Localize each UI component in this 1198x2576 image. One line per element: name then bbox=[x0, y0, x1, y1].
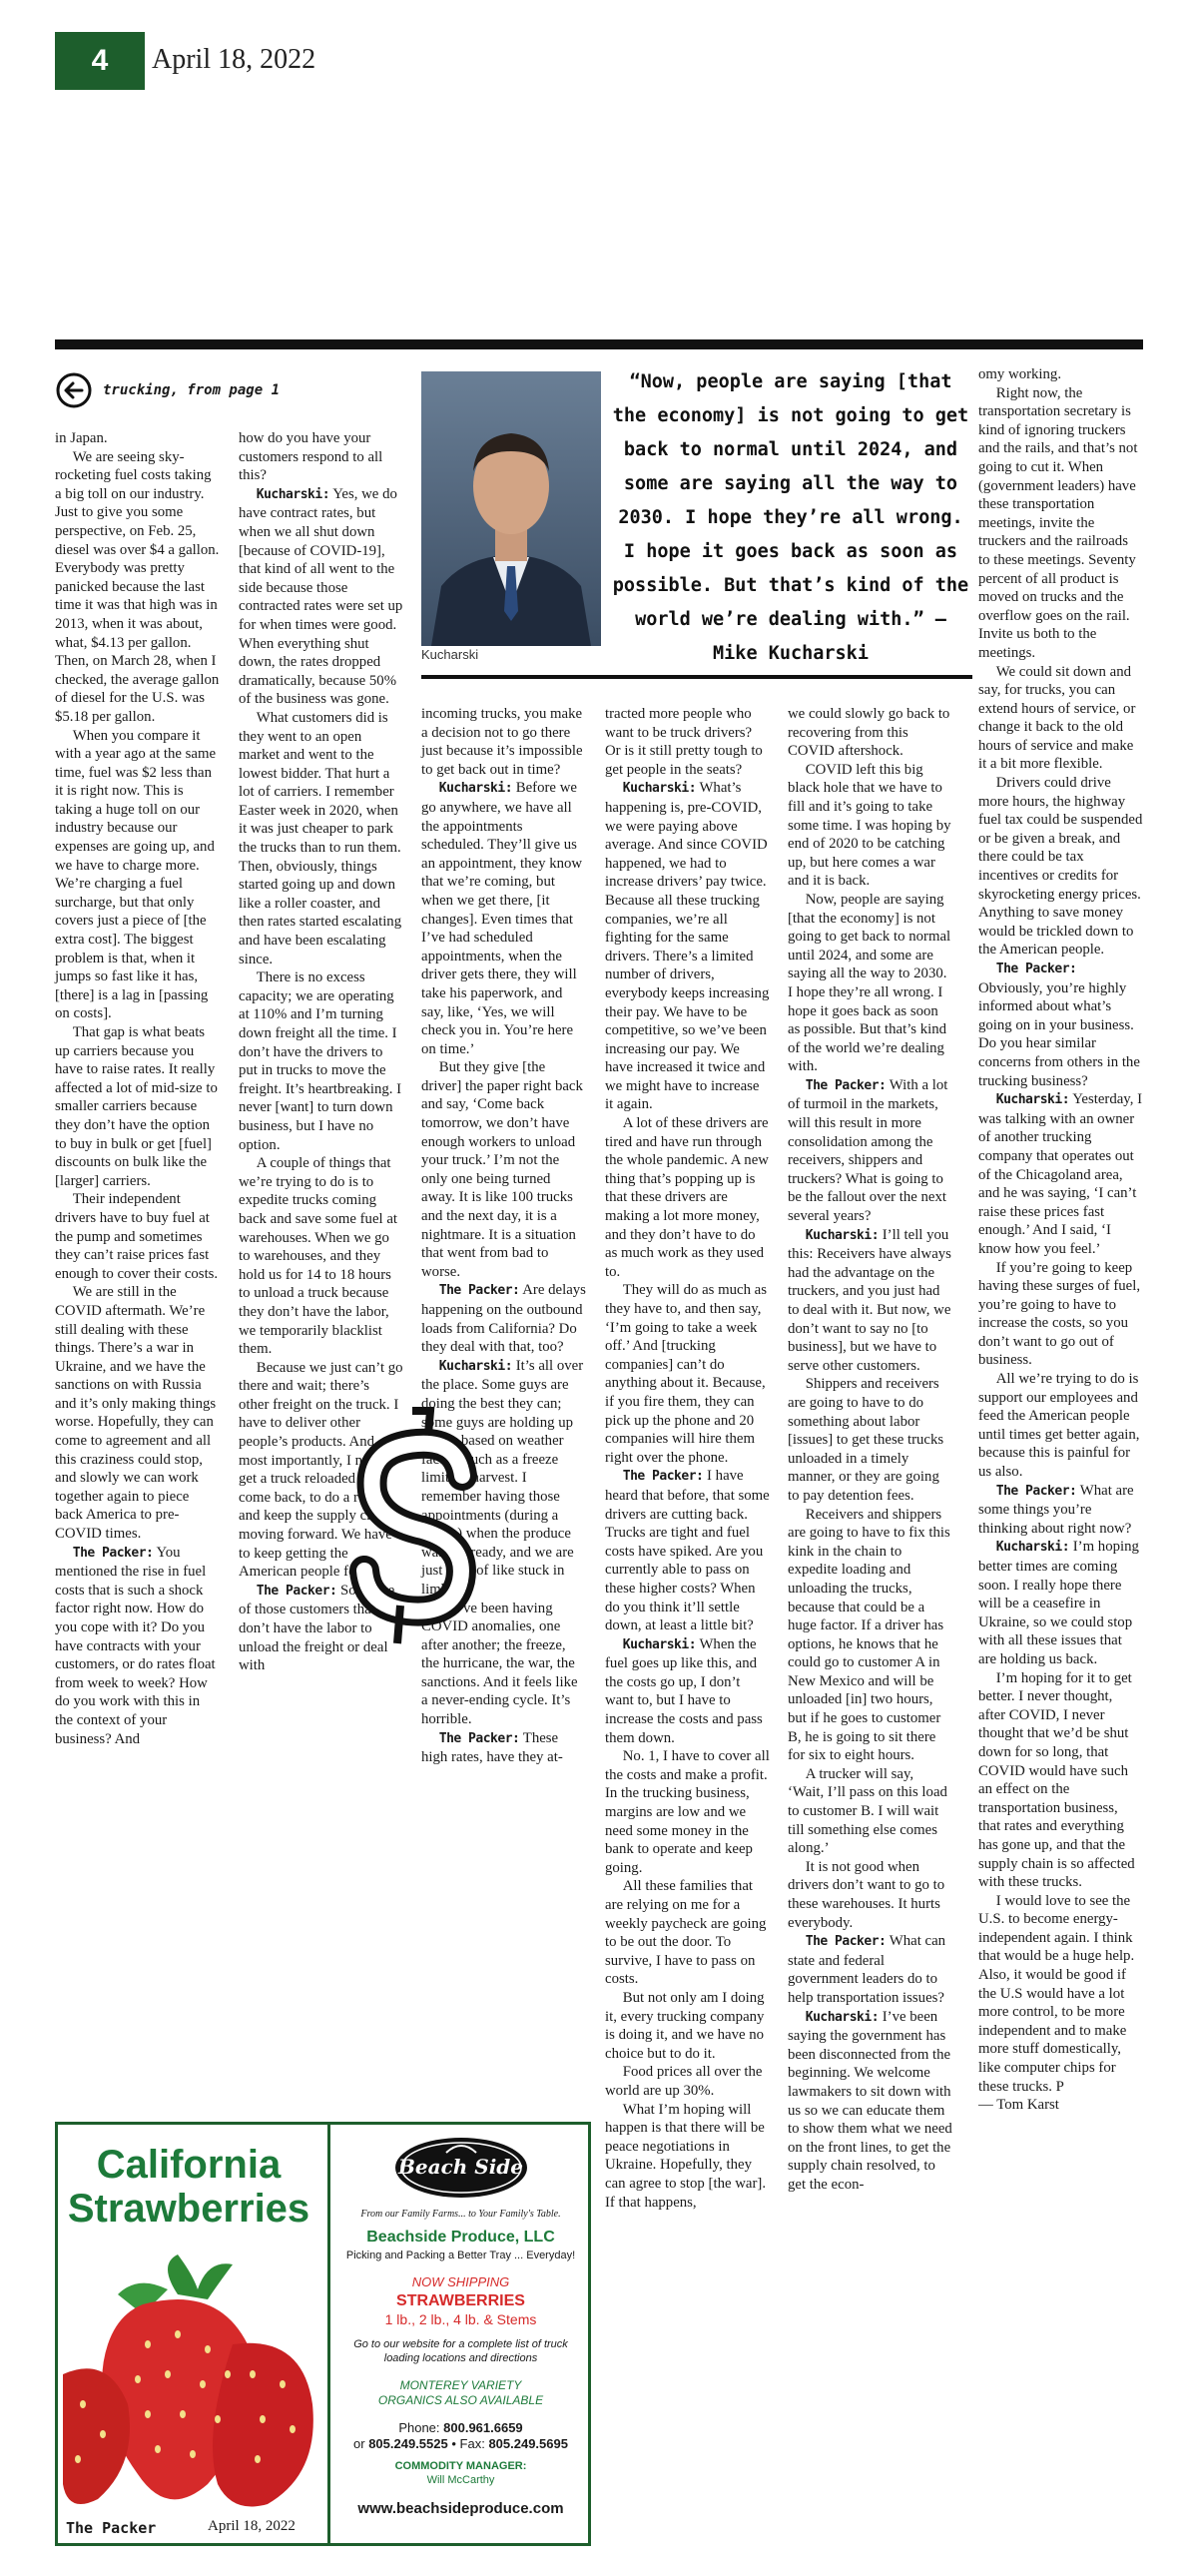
speaker-label: The Packer: bbox=[622, 1469, 704, 1485]
jump-line[interactable] bbox=[55, 371, 280, 409]
paragraph-text: I would love to see the U.S. to become energy-independent again. I think that would be a huge help. Also, it would be good if the U.S would have a lot more control, to be more independent and to make more stuff domestically, like computer chips for these trucks. P bbox=[978, 1892, 1135, 2095]
article-paragraph bbox=[788, 705, 952, 761]
article-paragraph bbox=[55, 1544, 220, 1749]
ad-title: California Strawberries bbox=[67, 2143, 310, 2231]
article-paragraph bbox=[978, 1538, 1143, 1668]
ad-website-link[interactable]: www.beachsideproduce.com bbox=[357, 2499, 564, 2517]
article-paragraph bbox=[239, 429, 403, 485]
ad-alt-phone[interactable]: 805.249.5525 bbox=[368, 2435, 448, 2451]
dollar-sign-illustration bbox=[342, 1406, 492, 1645]
paragraph-text: It’s all over the place. Some guys are doing the best they can; some guys are holding up trucks based on weather factors such as a freeze limiting harvest. I remember having those appointments (during a freeze) when the produce was not ready, and we are just kind of like stuck in limbo. bbox=[421, 1357, 584, 1598]
arrow-left-circle-icon bbox=[55, 371, 93, 409]
paragraph-text: Yes, we do have contract rates, but when we all shut down [because of COVID-19], that kind of all went to the side because those contracted rates were set up for when times were good. When everything shut down, the rates dropped dramatically, because 50% of the business was gone. bbox=[239, 485, 403, 708]
article-paragraph bbox=[239, 709, 403, 968]
article-paragraph bbox=[605, 705, 770, 779]
paragraph-text: All these families that are relying on me for a weekly paycheck are going to be out the door. To survive, I have to pass on costs. bbox=[605, 1878, 767, 1988]
article-paragraph bbox=[605, 1281, 770, 1467]
ad-website-note: Go to our website for a complete list of truck loading locations and directions bbox=[353, 2338, 568, 2364]
speaker-label: Kucharski: bbox=[256, 486, 330, 502]
strawberries-image bbox=[58, 2235, 322, 2514]
paragraph-text: So, some of those customers that just don’t have the labor to unload the freight or deal with bbox=[239, 1582, 400, 1674]
article-paragraph bbox=[55, 1023, 220, 1190]
article-paragraph bbox=[788, 891, 952, 1076]
speaker-label: The Packer: bbox=[995, 962, 1077, 976]
ad-footer-date: April 18, 2022 bbox=[208, 2518, 296, 2534]
paragraph-text: We are seeing sky-rocketing fuel costs taking a big toll on our industry. Just to give you some perspective, on Feb. 25, diesel was over $4 a gallon. Everybody was pretty panicked because the last time it was that high was in 2013, when it was about, what, $4.13 per gallon. Then, on March 28, when I checked, the average gallon of diesel for the U.S. was $5.18 per gallon. bbox=[55, 448, 220, 725]
ad-tagline: From our Family Farms... to Your Family's Table. bbox=[360, 2209, 561, 2220]
article-column-5 bbox=[788, 705, 952, 2195]
paragraph-text: A couple of things that we’re trying to do is to expedite trucks coming back and save some fuel at warehouses. When we go to warehouses, and they hold us for 14 to 18 hours to unload a truck because they don’t have the labor, we temporarily blacklist them. bbox=[239, 1155, 398, 1358]
article-paragraph bbox=[978, 365, 1143, 384]
article-paragraph bbox=[788, 1375, 952, 1505]
paragraph-text: in Japan. bbox=[55, 430, 108, 446]
article-paragraph bbox=[978, 1090, 1143, 1258]
paragraph-text: No. 1, I have to cover all the costs and make a profit. In the trucking business, margins are low and we need some money in the bank to operate and keep going. bbox=[605, 1748, 770, 1876]
article-column-1 bbox=[55, 429, 220, 1748]
ad-alt-phone-line: or 805.249.5525 • Fax: 805.249.5695 bbox=[353, 2435, 568, 2451]
ad-phone[interactable]: 800.961.6659 bbox=[443, 2419, 523, 2435]
paragraph-text: We are still in the COVID aftermath. We’re still dealing with these things. There’s a war in Ukraine, and we have the sanctions on with Russia and it’s only making things worse. Hopefully, they can come to agreement and all this craziness could stop, and slowly we can work together again to piece back America to pre-COVID times. bbox=[55, 1284, 217, 1543]
article-column-4 bbox=[605, 705, 770, 2212]
paragraph-text: Receivers and shippers are going to have to fix this kink in the chain to expedite loading and unloading the trucks, because that could be a huge factor. If a driver has options, he knows that he could go to customer A in New Mexico and will be unloaded [in] two hours, but if he goes to customer B, he is going to sit there for six to eight hours. bbox=[788, 1506, 950, 1764]
article-paragraph bbox=[978, 1892, 1143, 2097]
ad-fax: 805.249.5695 bbox=[488, 2435, 568, 2451]
article-paragraph bbox=[978, 1482, 1143, 1539]
paragraph-text: — Tom Karst bbox=[978, 2097, 1059, 2114]
paragraph-text: That gap is what beats up carriers because you have to raise rates. It really affected a lot of mid-size to smaller carriers because they don’t have the option to buy in bulk or get [fuel] discounts on bulk like the [larger] carriers. bbox=[55, 1024, 218, 1189]
ad-now-shipping: NOW SHIPPING bbox=[411, 2274, 510, 2290]
ad-manager-label: COMMODITY MANAGER: bbox=[394, 2460, 527, 2472]
pull-quote: “Now, people are saying [that the economy] is not going to get back to normal until 2024, and some are saying all the way to 2030. I hope they’re all wrong. I hope it goes back as soon as possible. But that’s kind of the world we’re dealing with.” – Mike Kucharski bbox=[612, 371, 969, 664]
paragraph-text: A trucker will say, ‘Wait, I’ll pass on this load to customer B. I will wait till something else comes along.’ bbox=[788, 1765, 947, 1857]
paragraph-text: omy working. bbox=[978, 366, 1062, 382]
article-paragraph bbox=[421, 705, 586, 779]
article-paragraph bbox=[978, 384, 1143, 663]
ad-company: Beachside Produce, LLC bbox=[366, 2228, 555, 2246]
paragraph-text: With a lot of turmoil in the markets, will this result in more consolidation among the receivers, shippers and truckers? What is going to be the fallout over the next several years? bbox=[788, 1076, 948, 1225]
speaker-label: The Packer: bbox=[438, 1283, 520, 1299]
article-paragraph bbox=[55, 448, 220, 727]
paragraph-text: tracted more people who want to be truck drivers? Or is it still pretty tough to get people in the seats? bbox=[605, 706, 763, 778]
paragraph-text: I’ll tell you this: Receivers have always had the advantage on the truckers, and you just had to deal with it. But now, we don’t want to say no [to business], but we have to serve other customers. bbox=[788, 1226, 951, 1374]
paragraph-text: When the fuel goes up like this, and the costs go up, I don’t want to, but I have to increase the costs and pass them down. bbox=[605, 1635, 763, 1746]
paragraph-text: Right now, the transportation secretary is kind of ignoring truckers and the rails, and that’s not going to cut it. When (government leaders) have these transportation meetings, invite the truckers and the railroads to these meetings. Seventy percent of all product is moved on trucks and the overflow goes on the rail. Invite us both to the meetings. bbox=[978, 384, 1138, 661]
article-paragraph bbox=[239, 968, 403, 1154]
article-paragraph bbox=[421, 1281, 586, 1356]
paragraph-text: Their independent drivers have to buy fuel at the pump and sometimes they can’t raise prices fast enough to cover their costs. bbox=[55, 1191, 219, 1282]
quote-rule bbox=[421, 675, 972, 679]
article-column-6 bbox=[978, 365, 1143, 2115]
speaker-label: The Packer: bbox=[72, 1545, 154, 1561]
paragraph-text: We could sit down and say, for trucks, you can extend hours of service, or change it back to the old hours of service and make it a bit more flexible. bbox=[978, 663, 1136, 773]
article-paragraph bbox=[978, 1669, 1143, 1892]
article-paragraph bbox=[978, 1259, 1143, 1371]
article-paragraph bbox=[788, 1932, 952, 2007]
ad-slogan: Picking and Packing a Better Tray ... Everyday! bbox=[345, 2249, 576, 2261]
speaker-label: The Packer: bbox=[256, 1583, 337, 1599]
article-paragraph bbox=[978, 2096, 1143, 2115]
paragraph-text: A lot of these drivers are tired and have run through the whole pandemic. A new thing that’s popping up is that these drivers are making a lot more money, and they don’t have to do as much work as they used to. bbox=[605, 1115, 769, 1280]
ad-product: STRAWBERRIES bbox=[396, 2291, 525, 2309]
speaker-label: Kucharski: bbox=[805, 1227, 880, 1243]
paragraph-text: I’m hoping for it to get better. I never thought, after COVID, I never thought that we’d be shut down for so long, that COVID would have such an effect on the transportation business, that rates and everything has gone up, and that the supply chain is so affected with these trucks. bbox=[978, 1669, 1135, 1891]
article-paragraph bbox=[605, 1989, 770, 2063]
paragraph-text: All we’re trying to do is support our employees and feed the American people until times get better again, because this is painful for us also. bbox=[978, 1371, 1140, 1481]
article-paragraph bbox=[605, 1635, 770, 1748]
jump-label: trucking, from page 1 bbox=[103, 382, 281, 398]
paragraph-text: What’s happening is, pre-COVID, we were paying above average. And since COVID happened, we had to increase drivers’ pay twice. Because all these trucking companies, we’re all fighting for the same drivers. There’s a limited number of drivers, everybody keeps increasing their pay. We have to be competitive, so we’ve been increasing our pay. We have increased it twice and we might have to increase it again. bbox=[605, 780, 770, 1113]
section-rule bbox=[55, 339, 1143, 349]
paragraph-text: Are delays happening on the outbound loads from California? Do they deal with that, too? bbox=[421, 1282, 586, 1356]
paragraph-text: COVID left this big black hole that we have to fill and it’s going to take some time. I was hoping by end of 2020 to be catching up, but here comes a war and it is back. bbox=[788, 761, 951, 890]
paragraph-text: I’ve been saying the government has been disconnected from the beginning. We welcome lawmakers to sit down with us so we can educate them to show them what we need on the front lines, to get the supply chain resolved, to get the econ- bbox=[788, 2008, 952, 2193]
portrait-photo bbox=[421, 371, 601, 646]
speaker-label: Kucharski: bbox=[622, 781, 697, 797]
paragraph-text: What I’m hoping will happen is that there will be peace negotiations in Ukraine. Hopefully, they can agree to stop [the war]. If that happens, bbox=[605, 2101, 767, 2211]
article-paragraph bbox=[788, 1858, 952, 1932]
article-paragraph bbox=[421, 779, 586, 1058]
article-paragraph bbox=[788, 1765, 952, 1858]
speaker-label: Kucharski: bbox=[438, 1358, 513, 1374]
speaker-label: Kucharski: bbox=[438, 781, 513, 797]
issue-date: April 18, 2022 bbox=[152, 44, 316, 75]
paragraph-text: Before we go anywhere, we have all the appointments scheduled. They’ll give us an appointment, they know that we’re coming, but when we get there, [it changes]. Even times that I’ve had scheduled appointments, when the driver gets there, they will take his paperwork, and say, like, ‘Yes, we will check you in. You’re here on time.’ bbox=[421, 780, 583, 1057]
article-paragraph bbox=[605, 2063, 770, 2100]
article-paragraph bbox=[605, 1114, 770, 1281]
paragraph-text: But not only am I doing it, every trucking company is doing it, and we have no choice but to do it. bbox=[605, 1989, 765, 2062]
speaker-label: The Packer: bbox=[995, 1483, 1077, 1499]
article-paragraph bbox=[55, 1283, 220, 1543]
ad-footer-publication: The Packer bbox=[66, 2519, 157, 2537]
paragraph-text: we could slowly go back to recovering from this COVID aftershock. bbox=[788, 706, 950, 760]
speaker-label: Kucharski: bbox=[805, 2009, 880, 2025]
article-paragraph bbox=[788, 1226, 952, 1376]
article-paragraph bbox=[239, 485, 403, 709]
paragraph-text: Food prices all over the world are up 30%. bbox=[605, 2064, 763, 2099]
ad-phone-line: Phone: 800.961.6659 bbox=[398, 2419, 523, 2435]
article-paragraph bbox=[605, 779, 770, 1114]
article-paragraph bbox=[978, 663, 1143, 775]
article-paragraph bbox=[605, 2101, 770, 2213]
article-paragraph bbox=[421, 1058, 586, 1281]
speaker-label: Kucharski: bbox=[995, 1092, 1070, 1108]
article-paragraph bbox=[605, 1877, 770, 1989]
paragraph-text: incoming trucks, you make a decision not to go there just because it’s impossible to get back out in time? bbox=[421, 706, 583, 778]
paragraph-text: I’m hoping better times are coming soon. I really hope there will be a ceasefire in Ukraine, so we could stop with all these issues that are holding us back. bbox=[978, 1539, 1139, 1667]
article-paragraph bbox=[788, 2008, 952, 2195]
article-paragraph bbox=[788, 761, 952, 891]
article-paragraph bbox=[978, 960, 1143, 1090]
paragraph-text: These high rates, have they at- bbox=[421, 1729, 563, 1766]
speaker-label: Kucharski: bbox=[995, 1540, 1070, 1556]
paragraph-text: You mentioned the rise in fuel costs that is such a shock factor right now. How do you cope with it? Do you have contracts with your customers, or do rates float from week to week? How do you work with this in the context of your business? And bbox=[55, 1544, 216, 1747]
paragraph-text: What can state and federal government leaders do to help transportation issues? bbox=[788, 1933, 946, 2006]
ad-organics: ORGANICS ALSO AVAILABLE bbox=[377, 2392, 544, 2407]
article-paragraph bbox=[55, 727, 220, 1024]
paragraph-text: If you’re going to keep having these surges of fuel, you’re going to have to increase the costs, so you don’t want to go out of business. bbox=[978, 1259, 1141, 1369]
paragraph-text: Drivers could drive more hours, the highway fuel tax could be suspended or be given a break, and there could be tax incentives or credits for skyrocketing energy prices. Anything to save money would be trickled down to the American people. bbox=[978, 775, 1143, 959]
paragraph-text: When you compare it with a year ago at the same time, fuel was $2 less than it is right now. This is taking a huge toll on our industry because our expenses are going up, and we have to charge more. We’re charging a fuel surcharge, but that only covers just a piece of [the extra cost]. The biggest problem is that, when it jumps so fast like it has, [there] is a lag in [passing on costs]. bbox=[55, 727, 217, 1022]
ad-sizes: 1 lb., 2 lb., 4 lb. & Stems bbox=[384, 2310, 537, 2327]
ad-right-panel bbox=[332, 2125, 589, 2543]
paragraph-text: how do you have your customers respond to all this? bbox=[239, 430, 383, 484]
page-number: 4 bbox=[55, 32, 145, 90]
strawberry-advertisement[interactable] bbox=[55, 2122, 591, 2546]
article-paragraph bbox=[605, 1467, 770, 1634]
paragraph-text: Shippers and receivers are going to have to do something about labor [issues] to get these trucks unloaded in a timely manner, or they are going to pay detention fees. bbox=[788, 1376, 944, 1504]
beachside-logo: Beach Side bbox=[391, 2135, 531, 2201]
article-paragraph bbox=[978, 774, 1143, 960]
article-paragraph bbox=[55, 1190, 220, 1283]
article-paragraph bbox=[605, 1747, 770, 1877]
ad-manager: Will McCarthy bbox=[426, 2473, 495, 2486]
article-paragraph bbox=[978, 1370, 1143, 1482]
paragraph-text: We’ve been having COVID anomalies, one after another; the freeze, the hurricane, the war, the sanctions. And it feels like a never-ending cycle. It’s horrible. bbox=[421, 1600, 578, 1728]
ad-divider bbox=[327, 2125, 330, 2543]
paragraph-text: Because we just can’t go there and wait; there’s other freight on the truck. I have to deliver other people’s products. And, most importantly, I need to get a truck reloaded to come back, to do a reset and keep the supply chain moving forward. We have to keep getting the American people fed. bbox=[239, 1359, 403, 1581]
paragraph-text: Obviously, you’re highly informed about what’s going on in your business. Do you hear similar concerns from others in the trucking business? bbox=[978, 979, 1140, 1089]
ad-left-panel bbox=[58, 2125, 325, 2543]
article-paragraph bbox=[788, 1506, 952, 1765]
paragraph-text: What customers did is they went to an open market and went to the lowest bidder. That hurt a lot of carriers. I remember Easter week in 2020, when it was just cheaper to park the trucks than to run them. Then, obviously, things started going up and down like a roller coaster, and then rates started escalating and have been escalating since. bbox=[239, 709, 402, 967]
paragraph-text: It is not good when drivers don’t want to go to these warehouses. It hurts everybody. bbox=[788, 1858, 945, 1931]
photo-caption: Kucharski bbox=[421, 647, 479, 662]
speaker-label: Kucharski: bbox=[622, 1636, 697, 1652]
article-paragraph bbox=[239, 1154, 403, 1359]
ad-variety: MONTEREY VARIETY bbox=[399, 2377, 522, 2392]
paragraph-text: Now, people are saying [that the economy] is not going to get back to normal until 2024, and some are saying all the way to 2030. I hope they’re all wrong. I hope it goes back as soon as possible. But that’s kind of the world we’re dealing with. bbox=[788, 891, 951, 1075]
article-paragraph bbox=[788, 1076, 952, 1226]
paragraph-text: They will do as much as they have to, and then say, ‘I’m going to take a week off.’ And [trucking companies] can’t do anything about it. Because, if you fire them, they can pick up the phone and 20 companies will hire them right over the phone. bbox=[605, 1282, 767, 1466]
speaker-label: The Packer: bbox=[805, 1934, 887, 1950]
paragraph-text: Yesterday, I was talking with an owner of another trucking company that operates out of the Chicagoland area, and he was saying, ‘I can’t raise these prices fast enough.’ And I said, ‘I know how you feel.’ bbox=[978, 1091, 1143, 1257]
paragraph-text: There is no excess capacity; we are operating at 110% and I’m turning down freight all the time. I don’t have the drivers to put in trucks to move the freight. It’s heartbreaking. I never [want] to turn down business, but I have no option. bbox=[239, 969, 402, 1153]
paragraph-text: But they give [the driver] the paper right back and say, ‘Come back tomorrow, we don’t have enough workers to unload your truck.’ I’m not the only one being turned away. It is like 100 trucks and the next day, it is a nightmare. It is a situation that went from bad to worse. bbox=[421, 1059, 583, 1280]
paragraph-text: What are some things you’re thinking about right now? bbox=[978, 1482, 1134, 1537]
article-paragraph bbox=[55, 429, 220, 448]
paragraph-text: I have heard that before, that some drivers are cutting back. Trucks are tight and fuel costs have spiked. Are you currently able to pass on these higher costs? When do you think it’ll settle down, at least a little bit? bbox=[605, 1468, 770, 1634]
speaker-label: The Packer: bbox=[805, 1077, 887, 1093]
speaker-label: The Packer: bbox=[438, 1730, 520, 1746]
article-paragraph bbox=[421, 1729, 586, 1767]
